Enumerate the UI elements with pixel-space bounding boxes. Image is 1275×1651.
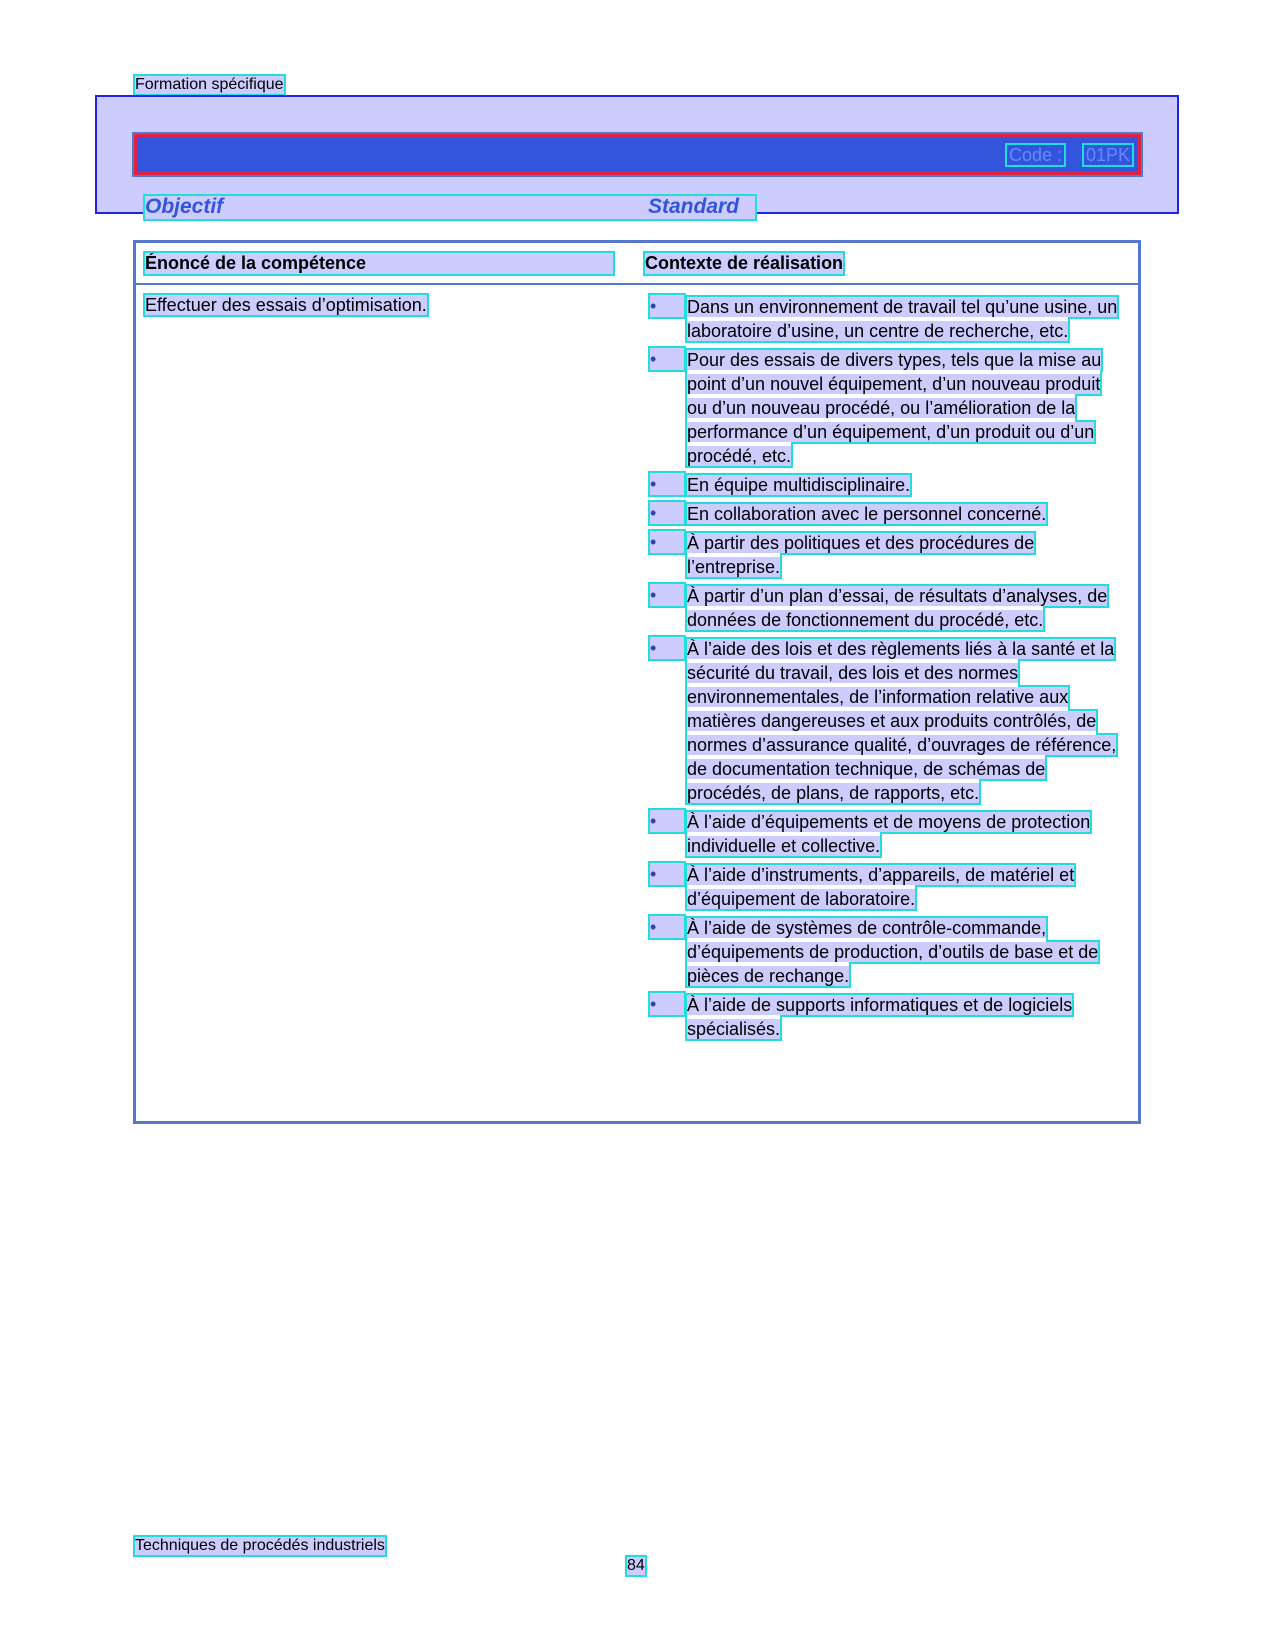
competency-statement-text: Effectuer des essais d’optimisation. — [145, 295, 427, 315]
context-item — [650, 531, 1120, 579]
bullet-icon: • — [650, 993, 684, 1015]
context-item-text: À partir d’un plan d’essai, de résultats d’analyses, de données de fonctionnement du procédé, etc. — [687, 586, 1108, 630]
bullet-icon: • — [650, 531, 684, 553]
context-item-text: Pour des essais de divers types, tels que la mise au point d’un nouvel équipement, d’un nouveau produit ou d’un nouveau procédé, ou l’amélioration de la performance d’un équipement, d’un produit ou d’un procédé, etc. — [687, 350, 1102, 466]
code-value: 01PK — [1082, 143, 1134, 167]
bullet-icon: • — [650, 502, 684, 524]
competency-statement — [145, 295, 645, 316]
page-number: 84 — [627, 1557, 645, 1574]
context-item-text: À l’aide d’instruments, d’appareils, de matériel et d’équipement de laboratoire. — [687, 865, 1075, 909]
context-item — [650, 584, 1120, 632]
column-header-statement: Énoncé de la compétence — [145, 253, 613, 274]
standard-heading: Standard — [648, 195, 740, 218]
context-item-text: Dans un environnement de travail tel qu’une usine, un laboratoire d’usine, un centre de recherche, etc. — [687, 297, 1118, 341]
context-item — [650, 502, 1120, 526]
column-header-context: Contexte de réalisation — [645, 253, 844, 273]
bullet-icon: • — [650, 810, 684, 832]
context-item-text: En collaboration avec le personnel concerné. — [687, 504, 1047, 524]
context-item-text: À l’aide de supports informatiques et de logiciels spécialisés. — [687, 995, 1073, 1039]
context-item — [650, 637, 1120, 805]
bullet-icon: • — [650, 863, 684, 885]
context-item — [650, 916, 1120, 988]
context-item — [650, 993, 1120, 1041]
bullet-icon: • — [650, 348, 684, 370]
context-item-text: À partir des politiques et des procédures de l’entreprise. — [687, 533, 1035, 577]
code-label: Code : — [1005, 143, 1066, 167]
bullet-icon: • — [650, 637, 684, 659]
context-item-text: À l’aide de systèmes de contrôle-commande, d’équipements de production, d’outils de base et de pièces de rechange. — [687, 918, 1099, 986]
context-item — [650, 295, 1120, 343]
code-bar — [134, 134, 1141, 175]
context-item — [650, 863, 1120, 911]
bullet-icon: • — [650, 916, 684, 938]
running-footer: Techniques de procédés industriels — [135, 1537, 385, 1554]
objective-heading: Objectif — [145, 195, 224, 218]
context-list — [650, 295, 1120, 1046]
running-header: Formation spécifique — [135, 76, 284, 93]
context-item — [650, 348, 1120, 468]
bullet-icon: • — [650, 295, 684, 317]
table-header-divider — [133, 283, 1141, 285]
bullet-icon: • — [650, 584, 684, 606]
context-item-text: En équipe multidisciplinaire. — [687, 475, 911, 495]
bullet-icon: • — [650, 473, 684, 495]
context-item-text: À l’aide des lois et des règlements liés à la santé et la sécurité du travail, des lois et des normes environnementales, de l’information relative aux matières dangereuses et aux produits contrôlés, de normes d’assurance qualité, d’ouvrages de référence, de documentation technique, de schémas de procédés, de plans, de rapports, etc. — [687, 639, 1117, 803]
context-item — [650, 810, 1120, 858]
context-item — [650, 473, 1120, 497]
context-item-text: À l’aide d’équipements et de moyens de protection individuelle et collective. — [687, 812, 1091, 856]
